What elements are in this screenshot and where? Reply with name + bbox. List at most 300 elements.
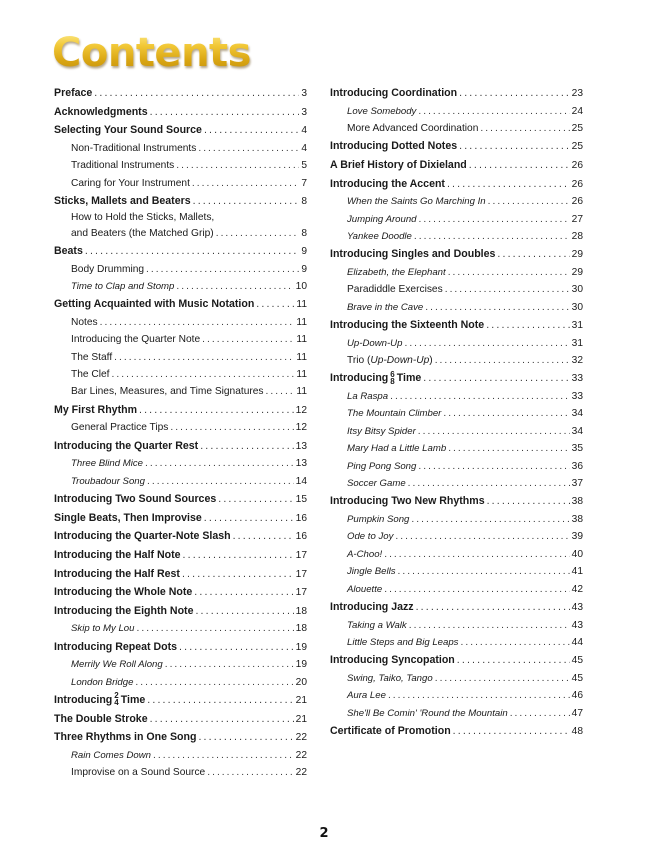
dot-leader (135, 674, 293, 691)
toc-entry-page: 29 (571, 266, 583, 278)
toc-entry-title (71, 473, 145, 490)
toc-entry-page: 23 (571, 88, 583, 99)
toc-entry[interactable] (330, 563, 583, 580)
dot-leader (195, 602, 293, 621)
toc-entry[interactable] (330, 335, 583, 352)
toc-entry-page: 30 (571, 301, 583, 313)
toc-entry-title-text: Preface (54, 87, 93, 99)
toc-entry[interactable] (330, 245, 583, 264)
toc-entry-title-text: How to Hold the Sticks, Mallets, (71, 211, 215, 223)
toc-entry-title-text: The Clef (71, 369, 110, 381)
toc-entry-page: 5 (301, 160, 307, 172)
toc-entry-page: 17 (295, 550, 307, 561)
toc-entry-page: 36 (571, 460, 583, 472)
toc-entry-title-text: Introducing Singles and Doubles (330, 248, 496, 261)
toc-entry-title (54, 565, 180, 584)
toc-entry[interactable] (54, 455, 307, 472)
toc-entry-title-text: Pumpkin Song (347, 514, 410, 525)
toc-entry[interactable] (54, 527, 307, 546)
toc-entry[interactable] (54, 261, 307, 278)
toc-entry[interactable] (330, 405, 583, 422)
toc-entry-title-text: Introducing (54, 694, 113, 707)
toc-entry-page: 4 (301, 125, 307, 137)
toc-entry-title (71, 225, 214, 242)
toc-entry-page: 9 (301, 263, 307, 275)
toc-entry-title (71, 455, 143, 472)
time-signature-bottom: 8 (390, 376, 395, 386)
dot-leader (384, 581, 569, 598)
toc-entry[interactable] (54, 140, 307, 157)
toc-entry[interactable] (330, 722, 583, 741)
toc-entry[interactable] (54, 674, 307, 691)
toc-entry[interactable] (54, 437, 307, 456)
toc-entry-title-text: Ping Pong Song (347, 460, 417, 472)
toc-entry[interactable] (54, 314, 307, 331)
dot-leader (170, 419, 293, 436)
toc-entry-title-text: My First Rhythm (54, 403, 137, 416)
toc-entry-title-text: Introducing Two Sound Sources (54, 493, 217, 506)
toc-entry-title (71, 349, 112, 366)
toc-entry-title-text: Skip to My Lou (71, 623, 135, 635)
toc-entry-title-text: Body Drumming (71, 263, 145, 275)
toc-entry-title-text: Introducing the Quarter Rest (54, 439, 199, 452)
toc-entry[interactable] (330, 705, 583, 722)
toc-entry[interactable] (54, 638, 307, 657)
toc-entry-page: 46 (571, 690, 583, 702)
toc-entry[interactable] (330, 546, 583, 563)
toc-entry-page: 21 (295, 695, 307, 707)
toc-entry-title-text: More Advanced Coordination (347, 122, 479, 134)
toc-entry-title (347, 581, 382, 598)
toc-entry-title-text: Acknowledgments (54, 105, 148, 118)
toc-entry-title (330, 316, 484, 335)
toc-entry[interactable] (54, 583, 307, 602)
toc-entry-title (71, 175, 190, 192)
toc-entry[interactable] (330, 528, 583, 545)
toc-entry[interactable] (54, 602, 307, 621)
toc-entry[interactable] (54, 490, 307, 509)
toc-entry-title (71, 331, 200, 348)
toc-entry-page: 21 (295, 713, 307, 725)
toc-entry-page: 22 (295, 767, 307, 779)
toc-entry[interactable] (330, 264, 583, 281)
toc-entry-page: 19 (295, 659, 307, 671)
dot-leader (153, 747, 294, 764)
toc-entry[interactable] (330, 475, 583, 492)
dot-leader (194, 583, 293, 602)
toc-entry-title (71, 314, 98, 331)
toc-entry-title-text: General Practice Tips (71, 422, 169, 434)
time-signature-top: 6 (390, 369, 395, 379)
toc-entry-title-text: Trio ( (347, 355, 371, 367)
toc-entry-title-text: Introducing Dotted Notes (330, 140, 458, 153)
toc-entry-page: 4 (301, 142, 307, 154)
toc-entry-title (54, 103, 148, 122)
toc-entry[interactable] (54, 331, 307, 348)
toc-entry-title-text: Three Rhythms in One Song (54, 731, 197, 744)
toc-entry-title-text: and Beaters (the Matched Grip) (71, 227, 214, 239)
toc-entry-page: 22 (295, 749, 307, 761)
toc-entry[interactable] (54, 383, 307, 400)
dot-leader (453, 722, 570, 741)
toc-entry-title (347, 634, 458, 651)
toc-entry-page: 39 (571, 531, 583, 543)
toc-entry-title (330, 84, 457, 103)
toc-entry-title-text: The Staff (71, 351, 113, 363)
toc-entry-title-text: The Mountain Climber (347, 408, 442, 420)
toc-entry-page: 3 (301, 106, 307, 118)
toc-entry-page: 33 (571, 391, 583, 403)
toc-entry[interactable] (330, 670, 583, 687)
toc-entry-page: 19 (295, 641, 307, 653)
dot-leader (146, 261, 299, 278)
toc-entry[interactable] (330, 137, 583, 156)
dot-leader (179, 638, 294, 657)
dot-leader (409, 617, 570, 634)
toc-entry[interactable] (330, 581, 583, 598)
toc-entry-title (347, 546, 382, 563)
toc-entry[interactable] (330, 299, 583, 316)
dot-leader (112, 366, 295, 383)
toc-entry[interactable] (54, 620, 307, 637)
toc-entry[interactable] (54, 509, 307, 528)
dot-leader (459, 137, 570, 156)
toc-entry-page: 45 (571, 655, 583, 667)
toc-entry-title (347, 193, 486, 210)
dot-leader (100, 314, 295, 331)
toc-entry-title (71, 211, 214, 225)
toc-entry[interactable] (54, 84, 307, 103)
dot-leader (395, 528, 569, 545)
toc-entry-title (347, 211, 417, 228)
dot-leader (207, 764, 293, 781)
dot-leader (145, 455, 294, 472)
toc-entry-title (71, 278, 174, 295)
toc-entry-title-text: Three Blind Mice (71, 458, 143, 470)
time-signature-bottom: 4 (114, 698, 119, 708)
toc-entry-title-text: She'll Be Comin' 'Round the Mountain (347, 707, 508, 719)
toc-entry-title-text: Merrily We Roll Along (71, 659, 163, 671)
toc-entry-title (347, 388, 388, 405)
toc-entry[interactable] (54, 103, 307, 122)
toc-entry-page: 28 (571, 230, 583, 242)
toc-entry[interactable] (330, 175, 583, 194)
dot-leader (204, 121, 299, 140)
toc-entry-title (347, 458, 416, 475)
toc-entry-title (71, 620, 134, 637)
dot-leader (480, 120, 569, 137)
toc-entry-title (347, 352, 433, 369)
toc-entry[interactable] (54, 175, 307, 192)
toc-entry[interactable] (330, 598, 583, 617)
toc-entry[interactable] (54, 211, 307, 225)
toc-entry-title (54, 84, 92, 103)
toc-entry[interactable] (54, 691, 307, 710)
dot-leader (94, 84, 299, 103)
toc-entry-title (54, 121, 202, 140)
toc-entry[interactable] (330, 103, 583, 120)
toc-entry-title-text: Up-Down-Up (347, 337, 403, 349)
toc-entry-title-text: Alouette (347, 583, 383, 595)
toc-entry-title-text: Introducing Repeat Dots (54, 640, 178, 653)
toc-entry-title (54, 242, 83, 261)
toc-entry-title-text: Certificate of Promotion (330, 725, 451, 738)
toc-entry[interactable] (54, 278, 307, 295)
toc-entry-page: 33 (571, 373, 583, 385)
time-signature (114, 692, 118, 706)
toc-entry[interactable] (330, 651, 583, 670)
dot-leader (459, 84, 570, 103)
dot-leader (114, 349, 294, 366)
toc-entry-title (54, 401, 137, 420)
toc-entry-title-text: Introducing Syncopation (330, 654, 455, 667)
toc-entry[interactable] (330, 193, 583, 210)
toc-entry-title (71, 261, 144, 278)
toc-entry-title-text: Ode to Joy (347, 531, 394, 543)
toc-entry-page: 14 (295, 475, 307, 487)
toc-entry-page: 43 (571, 619, 583, 631)
dot-leader (411, 511, 569, 528)
toc-entry[interactable] (330, 458, 583, 475)
toc-entry-title-text: Notes (71, 316, 98, 328)
toc-entry[interactable] (330, 156, 583, 175)
toc-entry-title (54, 490, 216, 509)
toc-entry-page: 3 (301, 88, 307, 99)
toc-entry[interactable] (54, 565, 307, 584)
toc-entry[interactable] (330, 352, 583, 369)
toc-entry[interactable] (330, 492, 583, 511)
dot-leader (182, 565, 294, 584)
dot-leader (183, 546, 294, 565)
toc-entry-title (347, 440, 446, 457)
dot-leader (418, 103, 569, 120)
toc-entry-title-text: Soccer Game (347, 478, 406, 490)
toc-entry-page: 11 (296, 386, 307, 398)
toc-entry[interactable] (54, 728, 307, 747)
toc-entry[interactable] (330, 316, 583, 335)
toc-entry-title (330, 175, 445, 194)
dot-leader (384, 546, 569, 563)
toc-entry-title-text: Introducing the Accent (330, 177, 445, 190)
toc-entry-title-text: Yankee Doodle (347, 230, 412, 242)
toc-entry-title (347, 299, 423, 316)
toc-entry-title (347, 281, 443, 298)
toc-entry[interactable] (330, 211, 583, 228)
dot-leader (176, 278, 293, 295)
toc-entry-page: 16 (295, 531, 307, 543)
toc-entry[interactable] (54, 747, 307, 764)
toc-entry-title (347, 670, 433, 687)
toc-entry-page: 34 (571, 425, 583, 437)
dot-leader (448, 440, 569, 457)
toc-entry-title (347, 405, 441, 422)
toc-entry[interactable] (330, 687, 583, 704)
dot-leader (469, 156, 570, 175)
dot-leader (193, 192, 300, 211)
dot-leader (497, 245, 569, 264)
toc-entry-page: 44 (571, 636, 583, 648)
toc-entry[interactable] (54, 242, 307, 261)
toc-entry-title (54, 509, 202, 528)
toc-entry-page: 26 (571, 196, 583, 208)
toc-entry-page: 8 (301, 227, 307, 239)
dot-leader (198, 728, 293, 747)
toc-entry-title-text: Single Beats, Then Improvise (54, 511, 202, 524)
toc-entry[interactable] (330, 440, 583, 457)
toc-entry-title (330, 137, 457, 156)
time-signature-top: 2 (114, 691, 119, 701)
toc-entry-title (347, 687, 386, 704)
toc-entry-title-text: Selecting Your Sound Source (54, 124, 202, 137)
toc-entry-title (54, 527, 231, 546)
toc-entry-title-suffix: Time (120, 694, 146, 707)
toc-entry-page: 16 (295, 512, 307, 524)
toc-entry-title-text: Paradiddle Exercises (347, 284, 443, 296)
toc-entry[interactable] (330, 369, 583, 388)
dot-leader (216, 225, 300, 242)
toc-entry-title (71, 656, 163, 673)
toc-entry-title-text: Time to Clap and Stomp (71, 280, 175, 292)
toc-entry-title-text: La Raspa (347, 391, 389, 403)
toc-entry[interactable] (330, 634, 583, 651)
toc-entry-page: 17 (295, 587, 307, 599)
toc-entry-page: 11 (296, 316, 307, 328)
toc-entry[interactable] (330, 423, 583, 440)
toc-entry-page: 40 (571, 548, 583, 560)
toc-entry-page: 48 (571, 726, 583, 738)
toc-entry-page: 11 (296, 369, 307, 381)
toc-entry-page: 12 (295, 404, 307, 416)
toc-entry-title-text: The Double Stroke (54, 712, 148, 725)
toc-entry-page: 25 (571, 122, 583, 134)
toc-entry[interactable] (330, 617, 583, 634)
dot-leader (198, 140, 299, 157)
toc-entry-page: 12 (295, 422, 307, 434)
toc-entry[interactable] (54, 764, 307, 781)
toc-entry-page: 38 (571, 496, 583, 508)
toc-entry-title (347, 705, 508, 722)
toc-entry[interactable] (54, 295, 307, 314)
toc-entry-title-text: Beats (54, 244, 83, 257)
toc-entry-title (71, 674, 133, 691)
toc-entry-title-text: Introducing the Eighth Note (54, 604, 194, 617)
toc-entry-title (54, 638, 177, 657)
dot-leader (425, 299, 569, 316)
toc-entry-title (330, 245, 495, 264)
toc-entry[interactable] (54, 157, 307, 174)
dot-leader (416, 598, 570, 617)
toc-entry[interactable] (330, 120, 583, 137)
toc-entry-title-text: Sticks, Mallets and Beaters (54, 194, 191, 207)
dot-leader (448, 264, 570, 281)
toc-entry-page: 45 (571, 672, 583, 684)
toc-entry-title-text: Rain Comes Down (71, 749, 151, 761)
toc-entry[interactable] (54, 710, 307, 729)
dot-leader (435, 352, 570, 369)
toc-entry-page: 38 (571, 514, 583, 525)
dot-leader (460, 634, 569, 651)
toc-entry-title-text: Bar Lines, Measures, and Time Signatures (71, 386, 264, 398)
toc-entry-title (54, 437, 198, 456)
dot-leader (192, 175, 299, 192)
toc-entry-page: 11 (296, 299, 307, 311)
toc-entry-page: 11 (296, 334, 307, 346)
dot-leader (233, 527, 294, 546)
toc-entry-title (71, 419, 168, 436)
toc-entry-title-text: A Brief History of Dixieland (330, 158, 467, 171)
toc-entry[interactable] (54, 366, 307, 383)
toc-entry[interactable] (54, 473, 307, 490)
toc-entry[interactable] (330, 511, 583, 528)
toc-entry-title-text: London Bridge (71, 676, 134, 688)
toc-entry[interactable] (330, 84, 583, 103)
dot-leader (404, 335, 569, 352)
toc-entry-title-text: Introducing Two New Rhythms (330, 495, 485, 508)
toc-entry-title (54, 710, 148, 729)
toc-entry-title (347, 335, 402, 352)
toc-entry[interactable] (54, 419, 307, 436)
toc-entry[interactable] (54, 225, 307, 242)
toc-entry-page: 42 (571, 583, 583, 595)
toc-entry-title-text: Introducing the Sixteenth Note (330, 319, 485, 332)
dot-leader (443, 405, 569, 422)
toc-entry-title (347, 563, 396, 580)
toc-entry-page: 41 (571, 566, 583, 578)
toc-entry-title (71, 747, 151, 764)
toc-entry[interactable] (54, 192, 307, 211)
toc-entry-title-text: Introducing (330, 372, 389, 385)
toc-entry[interactable] (54, 121, 307, 140)
toc-entry-title-text: Swing, Taiko, Tango (347, 672, 433, 684)
toc-entry-title-text: Introducing Coordination (330, 87, 458, 99)
toc-entry-title (71, 764, 205, 781)
dot-leader (408, 475, 570, 492)
toc-entry-title-text: Getting Acquainted with Music Notation (54, 298, 255, 311)
dot-leader (445, 281, 570, 298)
dot-leader (435, 670, 570, 687)
dot-leader (487, 492, 570, 511)
dot-leader (414, 228, 570, 245)
toc-entry-page: 47 (571, 707, 583, 719)
toc-entry[interactable] (54, 349, 307, 366)
toc-entry[interactable] (54, 401, 307, 420)
toc-entry-page: 26 (571, 159, 583, 171)
toc-entry[interactable] (54, 546, 307, 565)
toc-entry-page: 35 (571, 443, 583, 455)
toc-entry-title (330, 651, 455, 670)
toc-entry-page: 26 (571, 178, 583, 190)
toc-entry-title (54, 192, 191, 211)
toc-entry-title-text: Caring for Your Instrument (71, 177, 190, 189)
toc-entry[interactable] (330, 281, 583, 298)
contents-title: Contents (52, 30, 251, 76)
dot-leader (510, 705, 570, 722)
toc-entry-title (330, 722, 451, 741)
toc-entry-title (347, 511, 409, 528)
toc-entry-title-text: Jingle Bells (347, 566, 396, 578)
toc-entry-page: 18 (295, 605, 307, 617)
toc-entry-title (71, 366, 110, 383)
toc-entry[interactable] (330, 388, 583, 405)
dot-leader (139, 401, 294, 420)
dot-leader (218, 490, 293, 509)
toc-entry[interactable] (54, 656, 307, 673)
toc-entry-page: 25 (571, 141, 583, 153)
toc-entry-title-text: Introducing the Half Rest (54, 567, 180, 580)
toc-entry[interactable] (330, 228, 583, 245)
toc-entry-title-text: Little Steps and Big Leaps (347, 636, 459, 648)
dot-leader (398, 563, 570, 580)
